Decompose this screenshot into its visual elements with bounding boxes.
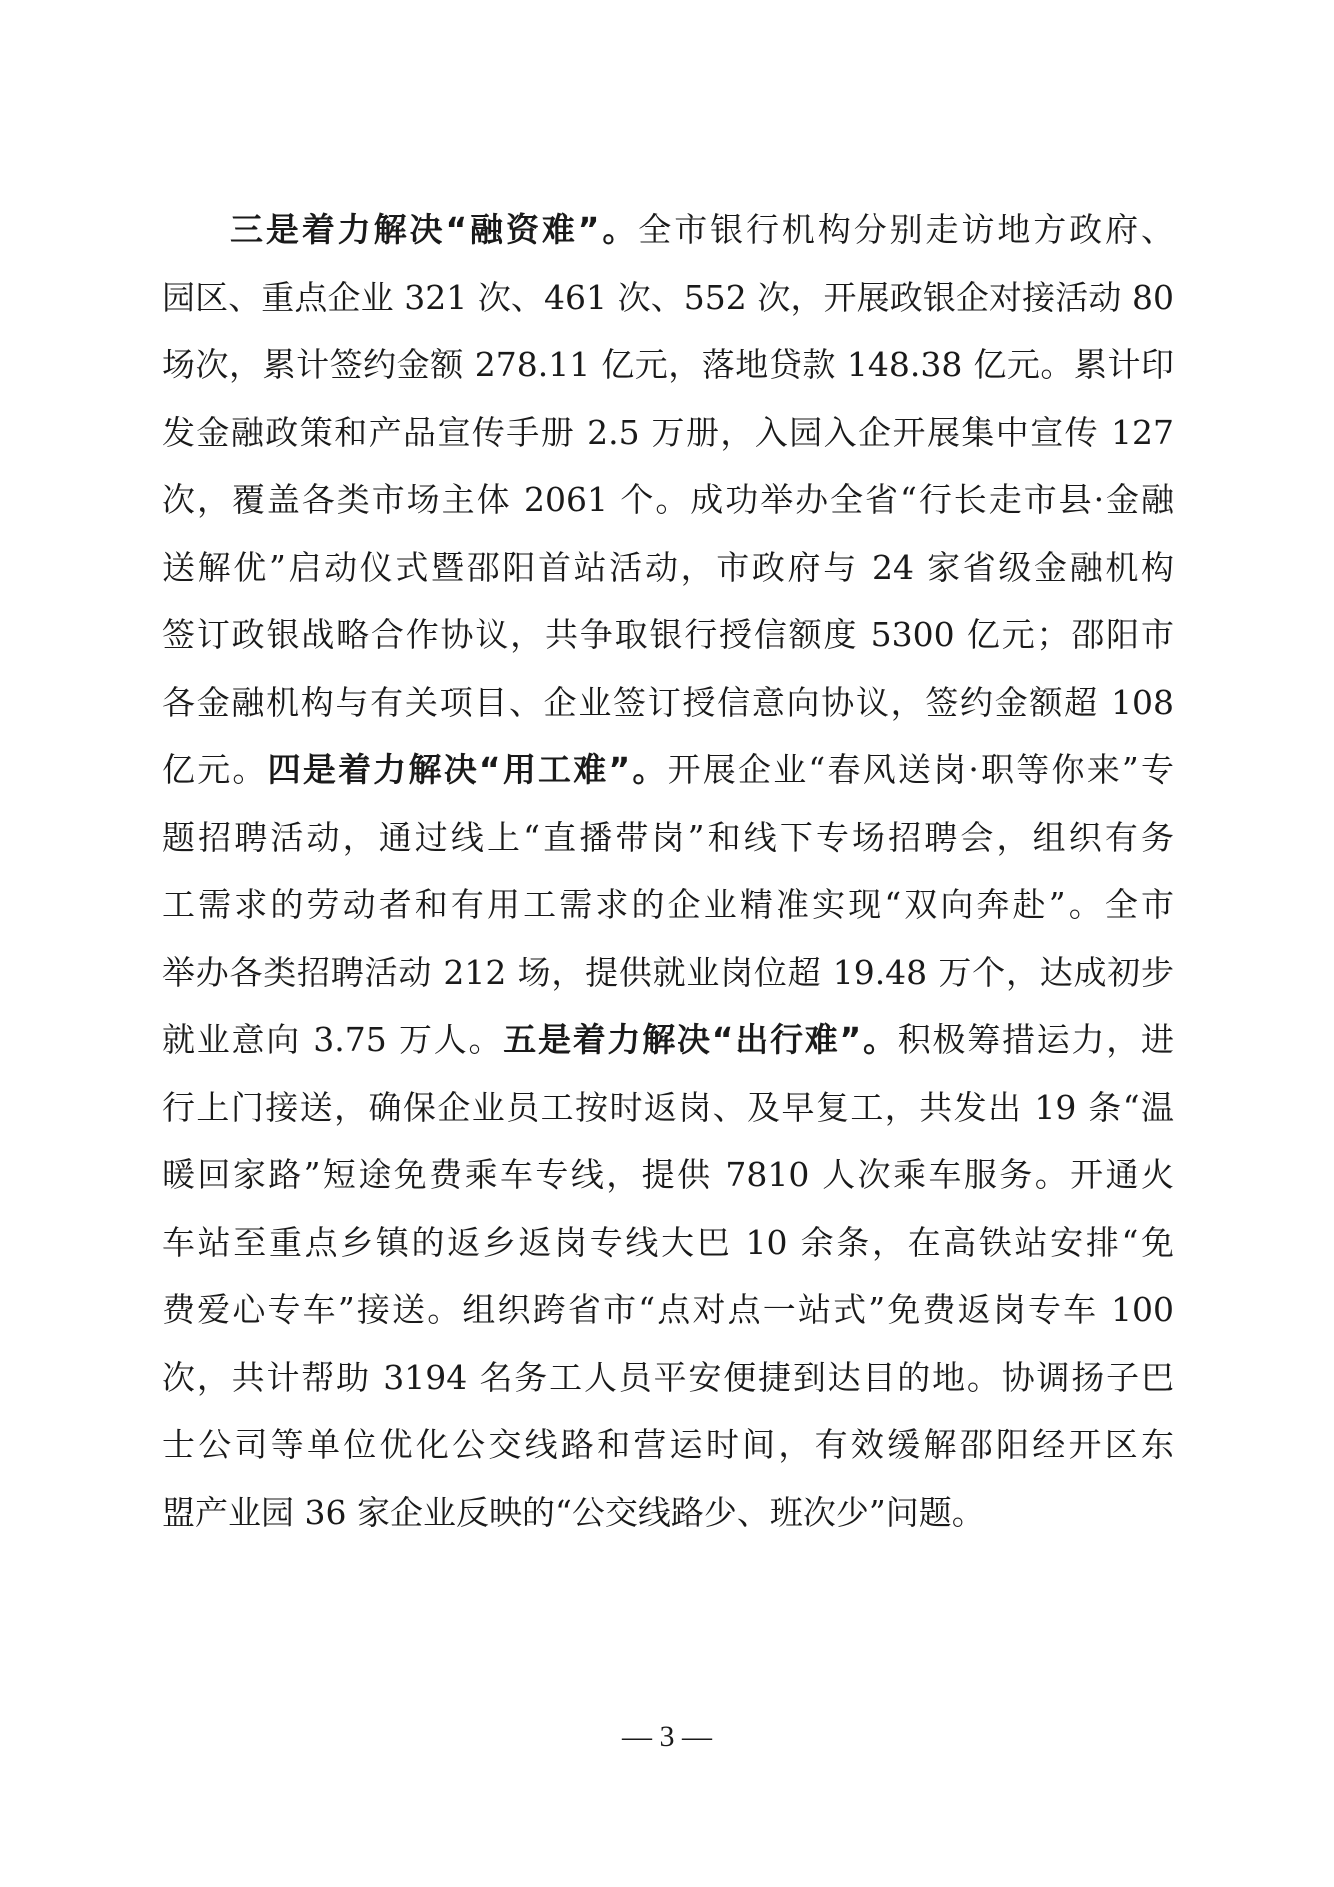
text-run: 盟产业园 36 家企业反映的“公交线路少、班次少”问题。 xyxy=(162,1492,985,1532)
bold-heading-run: 五是着力解决“出行难”。 xyxy=(503,1020,898,1059)
text-line xyxy=(162,669,1174,737)
text-line xyxy=(162,1141,1174,1209)
page-number: — 3 — xyxy=(622,1720,712,1753)
text-line xyxy=(162,601,1174,669)
text-run: 士公司等单位优化公交线路和营运时间，有效缓解邵阳经开区东 xyxy=(162,1425,1174,1464)
text-run: 送解优”启动仪式暨邵阳首站活动，市政府与 24 家省级金融机构 xyxy=(162,547,1174,587)
text-line xyxy=(162,1411,1174,1479)
text-line xyxy=(162,1006,1174,1074)
text-line xyxy=(162,1479,1174,1547)
text-line xyxy=(162,1074,1174,1142)
text-line xyxy=(162,534,1174,602)
text-run: 园区、重点企业 321 次、461 次、552 次，开展政银企对接活动 80 xyxy=(162,277,1174,317)
text-line xyxy=(162,196,1174,264)
text-line xyxy=(162,466,1174,534)
text-run: 工需求的劳动者和有用工需求的企业精准实现“双向奔赴”。全市 xyxy=(162,885,1174,924)
text-line xyxy=(162,736,1174,804)
text-line xyxy=(162,1276,1174,1344)
text-run: 签订政银战略合作协议，共争取银行授信额度 5300 亿元；邵阳市 xyxy=(162,615,1174,654)
text-run: 发金融政策和产品宣传手册 2.5 万册，入园入企开展集中宣传 127 xyxy=(162,412,1174,452)
text-run: 亿元。 xyxy=(162,750,268,789)
text-line xyxy=(162,1209,1174,1277)
text-run: 全市银行机构分别走访地方政府、 xyxy=(638,210,1174,249)
text-run: 次，覆盖各类市场主体 2061 个。成功举办全省“行长走市县·金融 xyxy=(162,480,1174,519)
text-line xyxy=(162,871,1174,939)
text-run: 开展企业“春风送岗·职等你来”专 xyxy=(667,750,1174,789)
text-line xyxy=(162,331,1174,399)
text-run: 行上门接送，确保企业员工按时返岗、及早复工，共发出 19 条“温 xyxy=(162,1087,1174,1127)
body-paragraph xyxy=(162,196,1174,1546)
text-line xyxy=(162,264,1174,332)
text-run: 各金融机构与有关项目、企业签订授信意向协议，签约金额超 108 xyxy=(162,682,1174,722)
bold-heading-run: 三是着力解决“融资难”。 xyxy=(230,210,639,249)
text-run: 场次，累计签约金额 278.11 亿元，落地贷款 148.38 亿元。累计印 xyxy=(162,345,1174,384)
text-run: 题招聘活动，通过线上“直播带岗”和线下专场招聘会，组织有务 xyxy=(162,817,1174,857)
text-run: 积极筹措运力，进 xyxy=(897,1020,1174,1059)
text-run: 次，共计帮助 3194 名务工人员平安便捷到达目的地。协调扬子巴 xyxy=(162,1357,1174,1397)
text-run: 暖回家路”短途免费乘车专线，提供 7810 人次乘车服务。开通火 xyxy=(162,1155,1174,1194)
text-run: 车站至重点乡镇的返乡返岗专线大巴 10 余条，在高铁站安排“免 xyxy=(162,1222,1174,1262)
text-line xyxy=(162,939,1174,1007)
text-line xyxy=(162,1344,1174,1412)
text-run: 举办各类招聘活动 212 场，提供就业岗位超 19.48 万个，达成初步 xyxy=(162,952,1174,992)
text-line xyxy=(162,804,1174,872)
bold-heading-run: 四是着力解决“用工难”。 xyxy=(267,750,668,789)
text-run: 就业意向 3.75 万人。 xyxy=(162,1020,504,1059)
text-line xyxy=(162,399,1174,467)
text-run: 费爱心专车”接送。组织跨省市“点对点一站式”免费返岗专车 100 xyxy=(162,1290,1174,1329)
